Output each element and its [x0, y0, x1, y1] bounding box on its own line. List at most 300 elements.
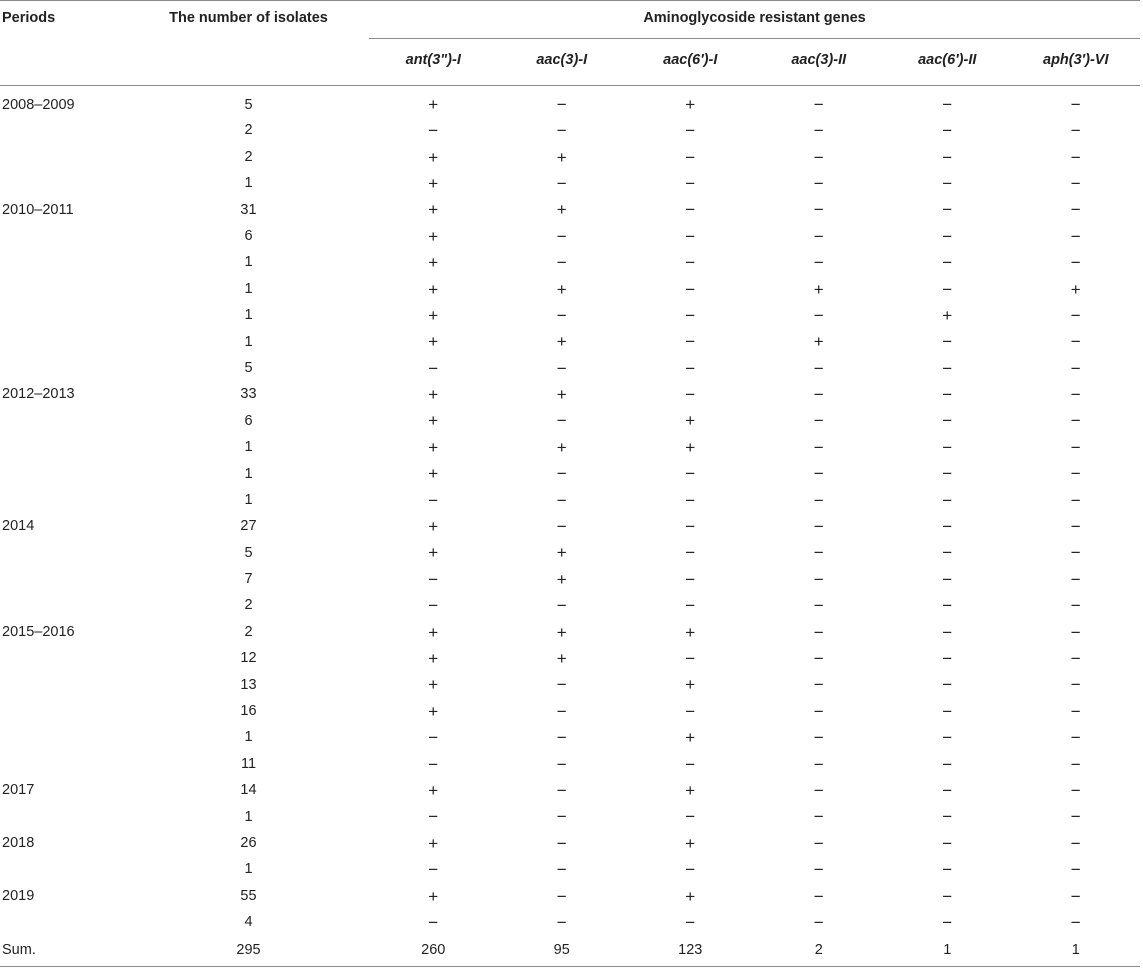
gene-result-cell: −	[942, 754, 953, 774]
gene-result-cell: −	[942, 121, 953, 141]
table-row	[0, 223, 1140, 249]
gene-result-cell: −	[1070, 437, 1081, 457]
gene-result-cell: −	[556, 833, 567, 853]
gene-result-cell: −	[942, 332, 953, 352]
table-row	[0, 804, 1140, 830]
gene-result-cell: +	[428, 173, 439, 193]
table-row	[0, 197, 1140, 223]
gene-result-cell: +	[556, 649, 567, 668]
gene-result-cell: −	[1070, 95, 1081, 115]
gene-result-cell: −	[942, 200, 953, 220]
period-cell	[0, 434, 128, 460]
period-cell	[0, 355, 128, 381]
gene-result-cell: −	[813, 95, 824, 115]
isolate-count-cell: 2	[244, 623, 253, 640]
period-cell	[0, 856, 128, 882]
isolate-count-cell: 1	[244, 280, 253, 297]
gene-result-cell: −	[1070, 147, 1081, 167]
table-row	[0, 645, 1140, 671]
period-cell	[0, 724, 128, 750]
gene-result-cell: −	[813, 701, 824, 721]
gene-result-cell: −	[685, 358, 696, 378]
period-cell: 2017	[2, 782, 35, 799]
table-row	[0, 540, 1140, 566]
gene-result-cell: +	[428, 543, 439, 563]
gene-result-cell: +	[428, 226, 439, 246]
gene-result-cell: −	[1070, 860, 1081, 880]
table-row	[0, 777, 1140, 803]
gene-result-cell: −	[813, 226, 824, 246]
gene-result-cell: −	[813, 912, 824, 932]
gene-result-cell: +	[556, 385, 567, 405]
gene-result-cell: −	[942, 226, 953, 246]
gene-result-cell: +	[556, 622, 567, 642]
gene-header: aac(3)-I	[498, 39, 627, 86]
isolate-count-cell: 4	[244, 914, 253, 931]
gene-result-cell: −	[813, 173, 824, 193]
gene-result-cell: −	[942, 728, 953, 748]
gene-result-cell: −	[813, 464, 824, 484]
gene-result-cell: −	[556, 173, 567, 193]
gene-result-cell: −	[813, 517, 824, 537]
gene-result-cell: −	[556, 754, 567, 774]
gene-result-cell: +	[556, 543, 567, 563]
table-header	[0, 1, 1140, 86]
gene-result-cell: +	[685, 728, 696, 748]
gene-result-cell: −	[685, 754, 696, 774]
table-row	[0, 461, 1140, 487]
gene-result-cell: +	[428, 517, 439, 537]
table-row	[0, 830, 1140, 856]
period-cell	[0, 170, 128, 196]
gene-result-cell: −	[685, 701, 696, 721]
gene-result-cell: −	[942, 95, 953, 115]
isolate-count-cell: 55	[240, 887, 257, 904]
gene-result-cell: +	[428, 675, 439, 695]
table-row	[0, 381, 1140, 407]
table-row	[0, 118, 1140, 144]
gene-result-cell: +	[428, 147, 439, 167]
gene-result-cell: +	[428, 780, 439, 800]
gene-result-cell: −	[942, 912, 953, 932]
gene-result-cell: +	[556, 279, 567, 299]
period-cell	[0, 276, 128, 302]
gene-result-cell: −	[428, 728, 439, 748]
period-cell	[0, 804, 128, 830]
gene-result-cell: −	[942, 411, 953, 431]
gene-result-cell: −	[813, 358, 824, 378]
gene-result-cell: −	[685, 253, 696, 273]
gene-result-cell: −	[556, 95, 567, 115]
gene-result-cell: −	[942, 464, 953, 484]
gene-header: aph(3′)-VI	[1012, 39, 1141, 86]
gene-sum-cell: 1	[1071, 942, 1080, 959]
gene-result-cell: +	[556, 332, 567, 352]
gene-result-cell: −	[556, 305, 567, 325]
gene-result-cell: −	[428, 596, 439, 616]
isolate-count-cell: 16	[240, 703, 257, 720]
gene-result-cell: −	[942, 780, 953, 800]
table-row	[0, 856, 1140, 882]
gene-header: ant(3")-I	[369, 39, 498, 86]
gene-header: aac(6′)-II	[883, 39, 1012, 86]
gene-sum-cell: 123	[678, 942, 703, 959]
resistant-genes-group-header: Aminoglycoside resistant genes	[369, 1, 1140, 39]
gene-result-cell: −	[1070, 833, 1081, 853]
gene-result-cell: +	[685, 95, 696, 115]
gene-result-cell: −	[813, 437, 824, 457]
isolate-count-cell: 26	[240, 834, 257, 851]
gene-result-cell: −	[556, 253, 567, 273]
isolate-count-cell: 6	[244, 412, 253, 429]
gene-result-cell: −	[942, 279, 953, 299]
gene-result-cell: −	[813, 860, 824, 880]
gene-result-cell: −	[813, 622, 824, 642]
gene-result-cell: −	[685, 279, 696, 299]
period-cell: 2010–2011	[2, 201, 74, 218]
period-cell: Sum.	[2, 942, 36, 959]
period-cell	[0, 461, 128, 487]
isolate-count-cell: 13	[240, 676, 257, 693]
period-cell	[0, 118, 128, 144]
period-cell	[0, 223, 128, 249]
gene-result-cell: −	[942, 253, 953, 273]
isolate-count-cell: 1	[244, 729, 253, 746]
isolate-count-cell: 31	[240, 201, 257, 218]
gene-result-cell: −	[942, 675, 953, 695]
isolate-count-header: The number of isolates	[169, 10, 328, 26]
gene-result-cell: +	[813, 279, 824, 299]
period-cell	[0, 645, 128, 671]
gene-sum-cell: 260	[421, 942, 446, 959]
table-row	[0, 144, 1140, 170]
period-cell: 2014	[2, 518, 35, 535]
isolate-count-cell: 5	[244, 359, 253, 376]
gene-result-cell: −	[813, 411, 824, 431]
period-cell: 2012–2013	[2, 386, 75, 403]
gene-result-cell: −	[813, 780, 824, 800]
gene-result-cell: −	[556, 886, 567, 906]
gene-result-cell: +	[685, 886, 696, 906]
period-cell	[0, 249, 128, 275]
gene-result-cell: −	[1070, 912, 1081, 932]
gene-result-cell: −	[942, 649, 953, 668]
gene-result-cell: −	[556, 701, 567, 721]
gene-result-cell: +	[685, 675, 696, 695]
gene-result-cell: −	[556, 728, 567, 748]
table-row	[0, 355, 1140, 381]
gene-result-cell: −	[685, 517, 696, 537]
gene-result-cell: −	[556, 912, 567, 932]
table-row	[0, 909, 1140, 935]
gene-result-cell: −	[1070, 754, 1081, 774]
gene-result-cell: +	[428, 886, 439, 906]
gene-result-cell: −	[1070, 385, 1081, 405]
period-cell	[0, 144, 128, 170]
gene-result-cell: −	[813, 253, 824, 273]
gene-result-cell: −	[1070, 569, 1081, 589]
period-cell	[0, 540, 128, 566]
gene-result-cell: +	[428, 385, 439, 405]
gene-result-cell: −	[556, 358, 567, 378]
period-cell	[0, 408, 128, 434]
gene-result-cell: −	[813, 147, 824, 167]
gene-result-cell: −	[813, 754, 824, 774]
gene-result-cell: −	[685, 807, 696, 827]
gene-result-cell: −	[685, 912, 696, 932]
isolate-count-cell: 7	[244, 571, 253, 588]
table-row	[0, 487, 1140, 513]
gene-result-cell: +	[556, 569, 567, 589]
gene-result-cell: −	[1070, 332, 1081, 352]
gene-result-cell: −	[685, 649, 696, 668]
gene-result-cell: −	[813, 490, 824, 510]
gene-result-cell: −	[942, 886, 953, 906]
gene-result-cell: −	[813, 121, 824, 141]
isolate-count-cell: 295	[236, 942, 261, 959]
gene-result-cell: −	[1070, 305, 1081, 325]
isolate-count-cell: 5	[244, 544, 253, 561]
gene-result-cell: −	[1070, 543, 1081, 563]
table-row	[0, 619, 1140, 645]
isolate-count-cell: 1	[244, 439, 253, 456]
gene-result-cell: −	[813, 833, 824, 853]
gene-result-cell: −	[556, 596, 567, 616]
table-row	[0, 724, 1140, 750]
table-row	[0, 276, 1140, 302]
gene-result-cell: −	[556, 860, 567, 880]
gene-result-cell: −	[685, 596, 696, 616]
isolate-count-cell: 14	[240, 782, 257, 799]
table-row	[0, 751, 1140, 777]
period-cell	[0, 909, 128, 935]
table-row	[0, 672, 1140, 698]
gene-result-cell: −	[1070, 411, 1081, 431]
table-row	[0, 883, 1140, 909]
table-row	[0, 566, 1140, 592]
period-cell	[0, 672, 128, 698]
gene-result-cell: +	[428, 253, 439, 273]
table-row	[0, 86, 1140, 118]
gene-result-cell: −	[685, 226, 696, 246]
gene-result-cell: −	[942, 517, 953, 537]
gene-result-cell: −	[942, 543, 953, 563]
gene-result-cell: −	[813, 807, 824, 827]
gene-result-cell: +	[813, 332, 824, 352]
table-row	[0, 698, 1140, 724]
gene-result-cell: −	[1070, 173, 1081, 193]
gene-result-cell: +	[428, 649, 439, 668]
gene-result-cell: −	[813, 543, 824, 563]
gene-result-cell: −	[942, 173, 953, 193]
gene-result-cell: −	[556, 464, 567, 484]
gene-result-cell: −	[685, 305, 696, 325]
gene-result-cell: +	[428, 305, 439, 325]
gene-result-cell: −	[685, 173, 696, 193]
gene-result-cell: −	[685, 569, 696, 589]
gene-result-cell: +	[556, 147, 567, 167]
period-cell	[0, 698, 128, 724]
gene-result-cell: −	[1070, 358, 1081, 378]
gene-result-cell: +	[428, 701, 439, 721]
period-cell: 2008–2009	[2, 96, 75, 113]
table-row	[0, 513, 1140, 539]
gene-result-cell: −	[428, 860, 439, 880]
period-cell	[0, 593, 128, 619]
isolate-count-cell: 27	[240, 518, 257, 535]
gene-result-cell: −	[556, 780, 567, 800]
gene-result-cell: −	[428, 569, 439, 589]
gene-result-cell: −	[1070, 622, 1081, 642]
isolate-count-cell: 1	[244, 491, 253, 508]
table-body	[0, 86, 1140, 967]
gene-result-cell: −	[428, 807, 439, 827]
isolate-count-cell: 2	[244, 122, 253, 139]
gene-result-cell: −	[813, 200, 824, 220]
isolate-count-cell: 2	[244, 148, 253, 165]
period-cell	[0, 751, 128, 777]
gene-result-cell: −	[556, 121, 567, 141]
gene-result-cell: −	[813, 596, 824, 616]
gene-result-cell: −	[813, 649, 824, 668]
gene-result-cell: +	[942, 305, 953, 325]
table-row	[0, 408, 1140, 434]
gene-result-cell: −	[1070, 464, 1081, 484]
gene-result-cell: −	[685, 332, 696, 352]
gene-result-cell: −	[556, 807, 567, 827]
gene-result-cell: −	[942, 147, 953, 167]
gene-header: aac(3)-II	[755, 39, 884, 86]
gene-result-cell: +	[428, 332, 439, 352]
gene-result-cell: +	[685, 622, 696, 642]
gene-result-cell: −	[1070, 675, 1081, 695]
gene-result-cell: −	[942, 701, 953, 721]
period-cell: 2018	[2, 834, 35, 851]
gene-result-cell: −	[813, 305, 824, 325]
isolate-count-cell: 11	[240, 755, 257, 772]
gene-header: aac(6′)-I	[626, 39, 755, 86]
gene-result-cell: −	[1070, 253, 1081, 273]
gene-result-cell: +	[556, 200, 567, 220]
table-row	[0, 329, 1140, 355]
gene-result-cell: −	[942, 490, 953, 510]
gene-result-cell: +	[428, 279, 439, 299]
gene-result-cell: −	[556, 490, 567, 510]
period-cell: 2015–2016	[2, 623, 75, 640]
gene-result-cell: −	[813, 569, 824, 589]
gene-result-cell: +	[685, 437, 696, 457]
gene-result-cell: −	[428, 121, 439, 141]
gene-result-cell: −	[942, 569, 953, 589]
gene-result-cell: −	[942, 622, 953, 642]
period-cell: 2019	[2, 887, 35, 904]
sum-row	[0, 936, 1140, 967]
gene-result-cell: −	[685, 543, 696, 563]
period-cell	[0, 302, 128, 328]
gene-result-cell: +	[428, 622, 439, 642]
table-row	[0, 302, 1140, 328]
gene-result-cell: −	[942, 807, 953, 827]
isolate-count-cell: 33	[240, 386, 257, 403]
table-row	[0, 170, 1140, 196]
isolate-count-cell: 1	[244, 175, 253, 192]
gene-result-cell: −	[428, 490, 439, 510]
isolate-count-cell: 1	[244, 254, 253, 271]
gene-result-cell: −	[942, 833, 953, 853]
gene-result-cell: −	[1070, 780, 1081, 800]
gene-result-cell: −	[1070, 649, 1081, 668]
gene-result-cell: −	[685, 147, 696, 167]
gene-result-cell: −	[685, 464, 696, 484]
isolate-count-cell: 1	[244, 465, 253, 482]
gene-sum-cell: 1	[943, 942, 952, 959]
table-row	[0, 249, 1140, 275]
gene-result-cell: +	[685, 780, 696, 800]
gene-result-cell: +	[1070, 279, 1081, 299]
isolate-count-cell: 1	[244, 333, 253, 350]
gene-result-cell: −	[1070, 728, 1081, 748]
gene-result-cell: −	[942, 437, 953, 457]
gene-result-cell: −	[813, 886, 824, 906]
gene-result-cell: +	[428, 464, 439, 484]
gene-result-cell: −	[556, 517, 567, 537]
isolate-count-cell: 6	[244, 228, 253, 244]
gene-result-cell: +	[428, 833, 439, 853]
gene-result-cell: −	[685, 860, 696, 880]
table-row	[0, 434, 1140, 460]
gene-result-cell: −	[1070, 886, 1081, 906]
gene-sum-cell: 95	[553, 942, 570, 959]
gene-result-cell: −	[942, 358, 953, 378]
gene-result-cell: −	[685, 121, 696, 141]
gene-result-cell: −	[1070, 701, 1081, 721]
gene-result-cell: −	[556, 675, 567, 695]
gene-result-cell: +	[428, 411, 439, 431]
gene-result-cell: −	[685, 200, 696, 220]
isolate-count-cell: 1	[244, 307, 253, 324]
period-cell	[0, 487, 128, 513]
header-spacer	[128, 39, 369, 86]
gene-result-cell: −	[1070, 121, 1081, 141]
isolate-count-cell: 2	[244, 597, 253, 614]
gene-result-cell: −	[428, 358, 439, 378]
gene-result-cell: −	[556, 226, 567, 246]
period-cell	[0, 329, 128, 355]
gene-result-cell: +	[428, 95, 439, 115]
gene-result-cell: −	[556, 411, 567, 431]
gene-result-cell: +	[685, 411, 696, 431]
gene-result-cell: −	[1070, 517, 1081, 537]
gene-result-cell: +	[685, 833, 696, 853]
table-row	[0, 593, 1140, 619]
gene-result-cell: +	[428, 200, 439, 220]
gene-result-cell: +	[428, 437, 439, 457]
isolate-count-cell: 1	[244, 861, 253, 878]
period-cell	[0, 566, 128, 592]
gene-result-cell: −	[942, 385, 953, 405]
gene-sum-cell: 2	[814, 942, 823, 959]
gene-result-cell: −	[685, 490, 696, 510]
isolate-count-cell: 5	[244, 96, 253, 113]
header-spacer	[0, 39, 128, 86]
gene-result-cell: −	[1070, 596, 1081, 616]
gene-result-cell: −	[813, 675, 824, 695]
periods-header: Periods	[2, 10, 56, 26]
gene-result-cell: −	[1070, 226, 1081, 246]
gene-result-cell: −	[428, 912, 439, 932]
gene-result-cell: −	[813, 728, 824, 748]
isolate-count-cell: 12	[240, 650, 257, 667]
